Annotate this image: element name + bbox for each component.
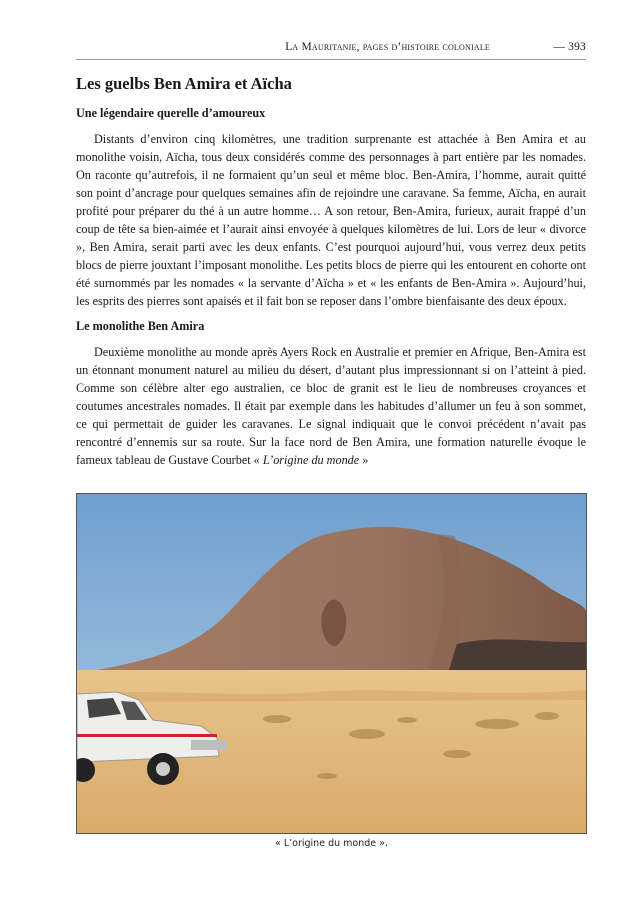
- photo-caption: « L’origine du monde ».: [275, 838, 388, 849]
- running-title: La Mauritanie, pages d’histoire coloniale: [285, 41, 490, 53]
- paragraph-monolithe-text: Deuxième monolithe au monde après Ayers Rock en Australie et premier en Afrique, Ben-Amira est un étonnant monument naturel au milieu du désert, d’autant plus impressionnant si on l’atteint à pied. Comme son célèbre alter ego australien, ce bloc de granit est le lieu de nombreuses croyances et coutumes ancestrales nomades. Il était par exemple dans les habitudes d’allumer un feu à son sommet, ce qui permettait de guider les caravanes. Le signal indiquait que le convoi précédent n’avait pas rencontré d’ennemis sur sa route. Sur la face nord de Ben Amira, une formation naturelle évoque le fameux tableau de Gustave Courbet «: [76, 345, 586, 467]
- page-number: — 393: [553, 41, 586, 53]
- monolith-photo-illustration: [77, 494, 586, 833]
- running-header: [76, 41, 586, 57]
- header-divider: [76, 59, 586, 60]
- section-heading-querelle: Une légendaire querelle d’amoureux: [76, 106, 266, 120]
- paragraph-querelle: Distants d’environ cinq kilomètres, une tradition surprenante est attachée à Ben Amira et au monolithe voisin, Aïcha, tous deux considérés comme des personnages à part entière par les nomades. On raconte qu’autrefois, il ne formaient qu’un seul et même bloc. Ben-Amira, l’homme, aurait quitté son point d’ancrage pour quelques semaines afin de rejoindre une caravane. Sa femme, Aïcha, en aurait profité pour préparer du thé à un autre homme… A son retour, Ben-Amira, furieux, aurait frappé d’un coup de tête sa bien-aimée et l’aurait ainsi envoyée à quelques kilomètres de lui. Lors de leur « divorce », Ben Amira, serait parti avec les deux enfants. C’est pourquoi aujourd’hui, vous verrez deux petits blocs de pierre jouxtant l’imposant monolithe. Les petits blocs de pierre qui les entourent en cohorte ont été surnommés par les nomades « la servante d’Aïcha » et « les enfants de Ben-Amira ». Aujourd’hui, les esprits des pierres sont apaisés et il fait bon se reposer dans l’ombre bienfaisante des deux époux.: [76, 132, 586, 308]
- monolith-photo: [76, 493, 587, 834]
- painting-title: L’origine du monde: [262, 453, 360, 467]
- section-heading-monolithe: Le monolithe Ben Amira: [76, 319, 205, 333]
- article-title: Les guelbs Ben Amira et Aïcha: [76, 74, 292, 93]
- paragraph-monolithe: [76, 343, 586, 469]
- closing-quote: »: [359, 453, 369, 467]
- article-body: [76, 74, 586, 477]
